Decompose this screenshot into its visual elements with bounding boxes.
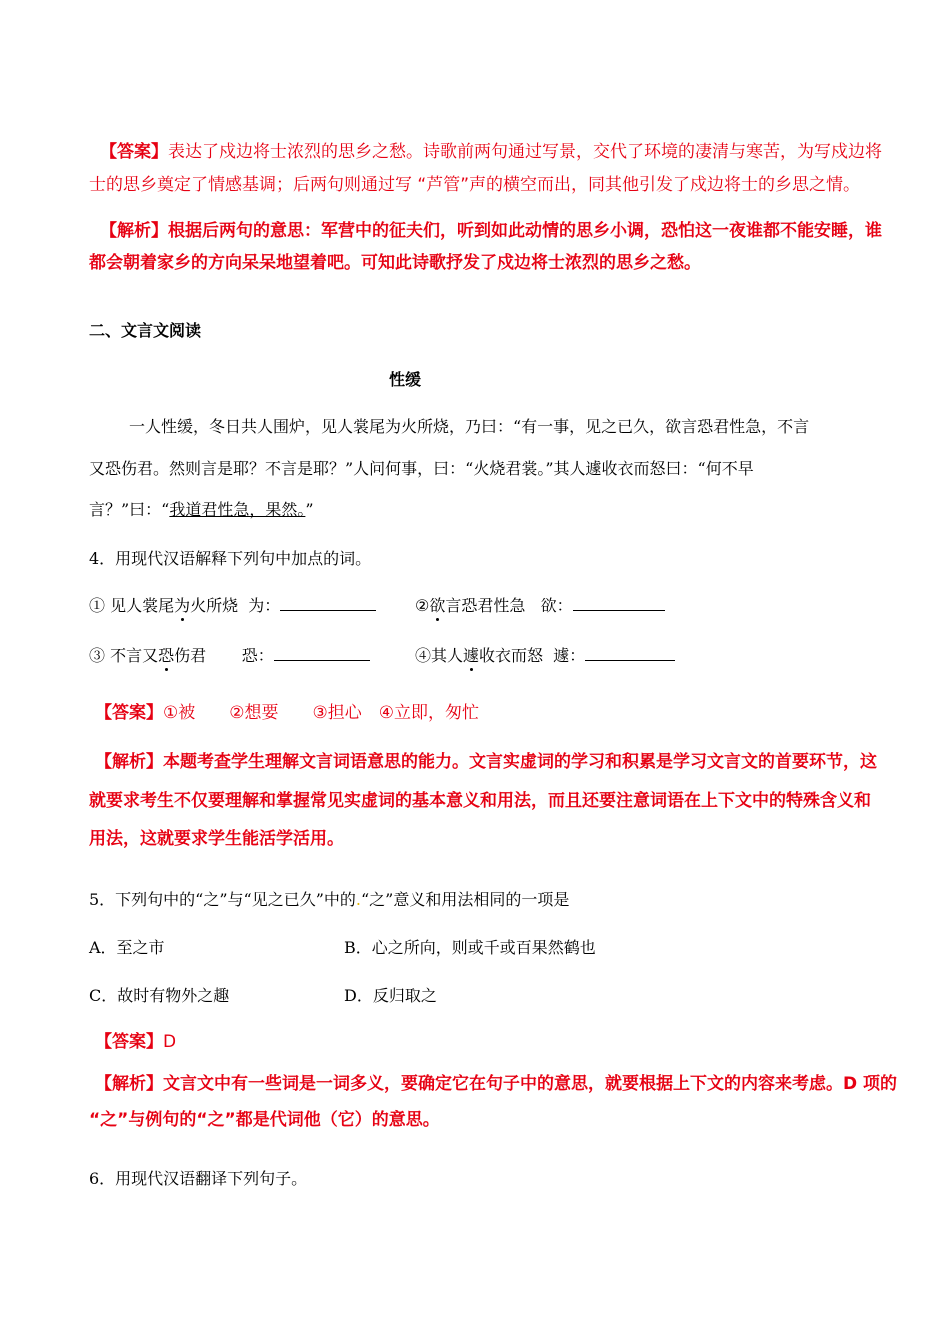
item-text-pre: ① 见人裳尾: [89, 596, 175, 615]
stem-post: “之”意义和用法相同的一项是: [361, 890, 570, 909]
analysis-1-line-1: [100, 216, 882, 241]
item-text-post: 收衣而怒: [479, 646, 544, 665]
analysis-text: 文言文中有一些词是一词多义，要确定它在句子中的意思，就要根据上下文的内容来考虑。D 项的: [163, 1074, 898, 1094]
question-4-item-1: [89, 593, 376, 616]
answer-text: D: [163, 1032, 177, 1052]
answer-text: 表达了戍边将士浓烈的思乡之愁。诗歌前两句通过写景，交代了环境的凄清与寒苦，为写戍边将: [168, 142, 882, 162]
answer-tag: 【答案】: [100, 142, 168, 162]
stem-dot: .: [355, 890, 361, 909]
passage-line-3-post: ”: [305, 500, 314, 519]
item-key: 恐：: [241, 646, 274, 665]
item-text-pre: ③ 不言又: [89, 646, 159, 665]
item-text-post: 火所烧: [190, 596, 239, 615]
answer-blank[interactable]: [280, 596, 376, 611]
analysis-tag: 【解析】: [95, 1074, 163, 1094]
question-6-stem: 6．用现代汉语翻译下列句子。: [89, 1169, 308, 1188]
answer-1-line-1: [100, 137, 882, 162]
item-text-pre: ④其人: [415, 646, 464, 665]
option-d: D．反归取之: [344, 986, 437, 1005]
dotted-word: 遽: [463, 643, 479, 666]
answer-tag: 【答案】: [95, 703, 163, 723]
dotted-word: 恐: [158, 643, 174, 666]
passage-line-3-pre: 言？”曰：“: [89, 500, 170, 519]
analysis-4-line-2: 就要求考生不仅要理解和掌握常见实虚词的基本意义和用法，而且还要注意词语在上下文中的特殊含义和: [89, 791, 871, 811]
option-a: A．至之市: [89, 938, 165, 957]
passage-title: 性缓: [389, 370, 422, 389]
question-4-stem: 4．用现代汉语解释下列句中加点的词。: [89, 549, 372, 568]
question-4-item-2: [415, 593, 665, 616]
item-text-post: 伤君: [174, 646, 207, 665]
item-key: 为：: [248, 596, 281, 615]
answer-blank[interactable]: [585, 646, 675, 661]
passage-line-1: 一人性缓，冬日共人围炉，见人裳尾为火所烧，乃曰：“有一事，见之已久，欲言恐君性急，不言: [129, 417, 810, 436]
analysis-5-line-2: “之”与例句的“之”都是代词他（它）的意思。: [89, 1110, 440, 1130]
item-text-post: 言恐君性急: [445, 596, 526, 615]
section-heading: 二、文言文阅读: [89, 321, 202, 340]
question-4-item-4: [415, 643, 675, 666]
answer-blank[interactable]: [573, 596, 665, 611]
item-key: 欲：: [540, 596, 573, 615]
item-key: 遽：: [553, 646, 586, 665]
analysis-1-line-2: 都会朝着家乡的方向呆呆地望着吧。可知此诗歌抒发了戍边将士浓烈的思乡之愁。: [89, 253, 701, 273]
question-4-item-3: [89, 643, 370, 666]
analysis-4-line-3: 用法，这就要求学生能活学活用。: [89, 829, 344, 849]
stem-pre: 5．下列句中的“之”与“见之已久”中的: [89, 890, 356, 909]
dotted-word: 欲: [429, 593, 445, 616]
analysis-text: 本题考查学生理解文言词语意思的能力。文言实虚词的学习和积累是学习文言文的首要环节，这: [163, 752, 877, 772]
analysis-5-line-1: [95, 1069, 897, 1094]
analysis-tag: 【解析】: [100, 221, 168, 241]
passage-line-2: 又恐伤君。然则言是耶？不言是耶？”人问何事，曰：“火烧君裳。”其人遽收衣而怒曰：“何不早: [89, 459, 754, 478]
answer-1-line-2: 士的思乡奠定了情感基调；后两句则通过写 “芦管”声的横空而出，同其他引发了戍边将士的乡思之情。: [89, 175, 861, 195]
question-5-stem: [89, 887, 569, 910]
analysis-tag: 【解析】: [95, 752, 163, 772]
underlined-sentence: 我道君性急，果然。: [169, 500, 306, 519]
answer-text: ①被 ②想要 ③担心 ④立即，匆忙: [163, 703, 479, 723]
passage-line-3: [89, 497, 314, 520]
answer-tag: 【答案】: [95, 1032, 163, 1052]
option-c: C．故时有物外之趣: [89, 986, 230, 1005]
dotted-word: 为: [174, 593, 190, 616]
answer-5: [95, 1027, 176, 1052]
option-b: B．心之所向，则或千或百果然鹤也: [344, 938, 596, 957]
analysis-4-line-1: [95, 747, 877, 772]
analysis-text: 根据后两句的意思：军营中的征夫们，听到如此动情的思乡小调，恐怕这一夜谁都不能安睡，谁: [168, 221, 882, 241]
answer-blank[interactable]: [274, 646, 370, 661]
answer-4: [95, 698, 479, 723]
item-text-pre: ②: [415, 596, 430, 615]
